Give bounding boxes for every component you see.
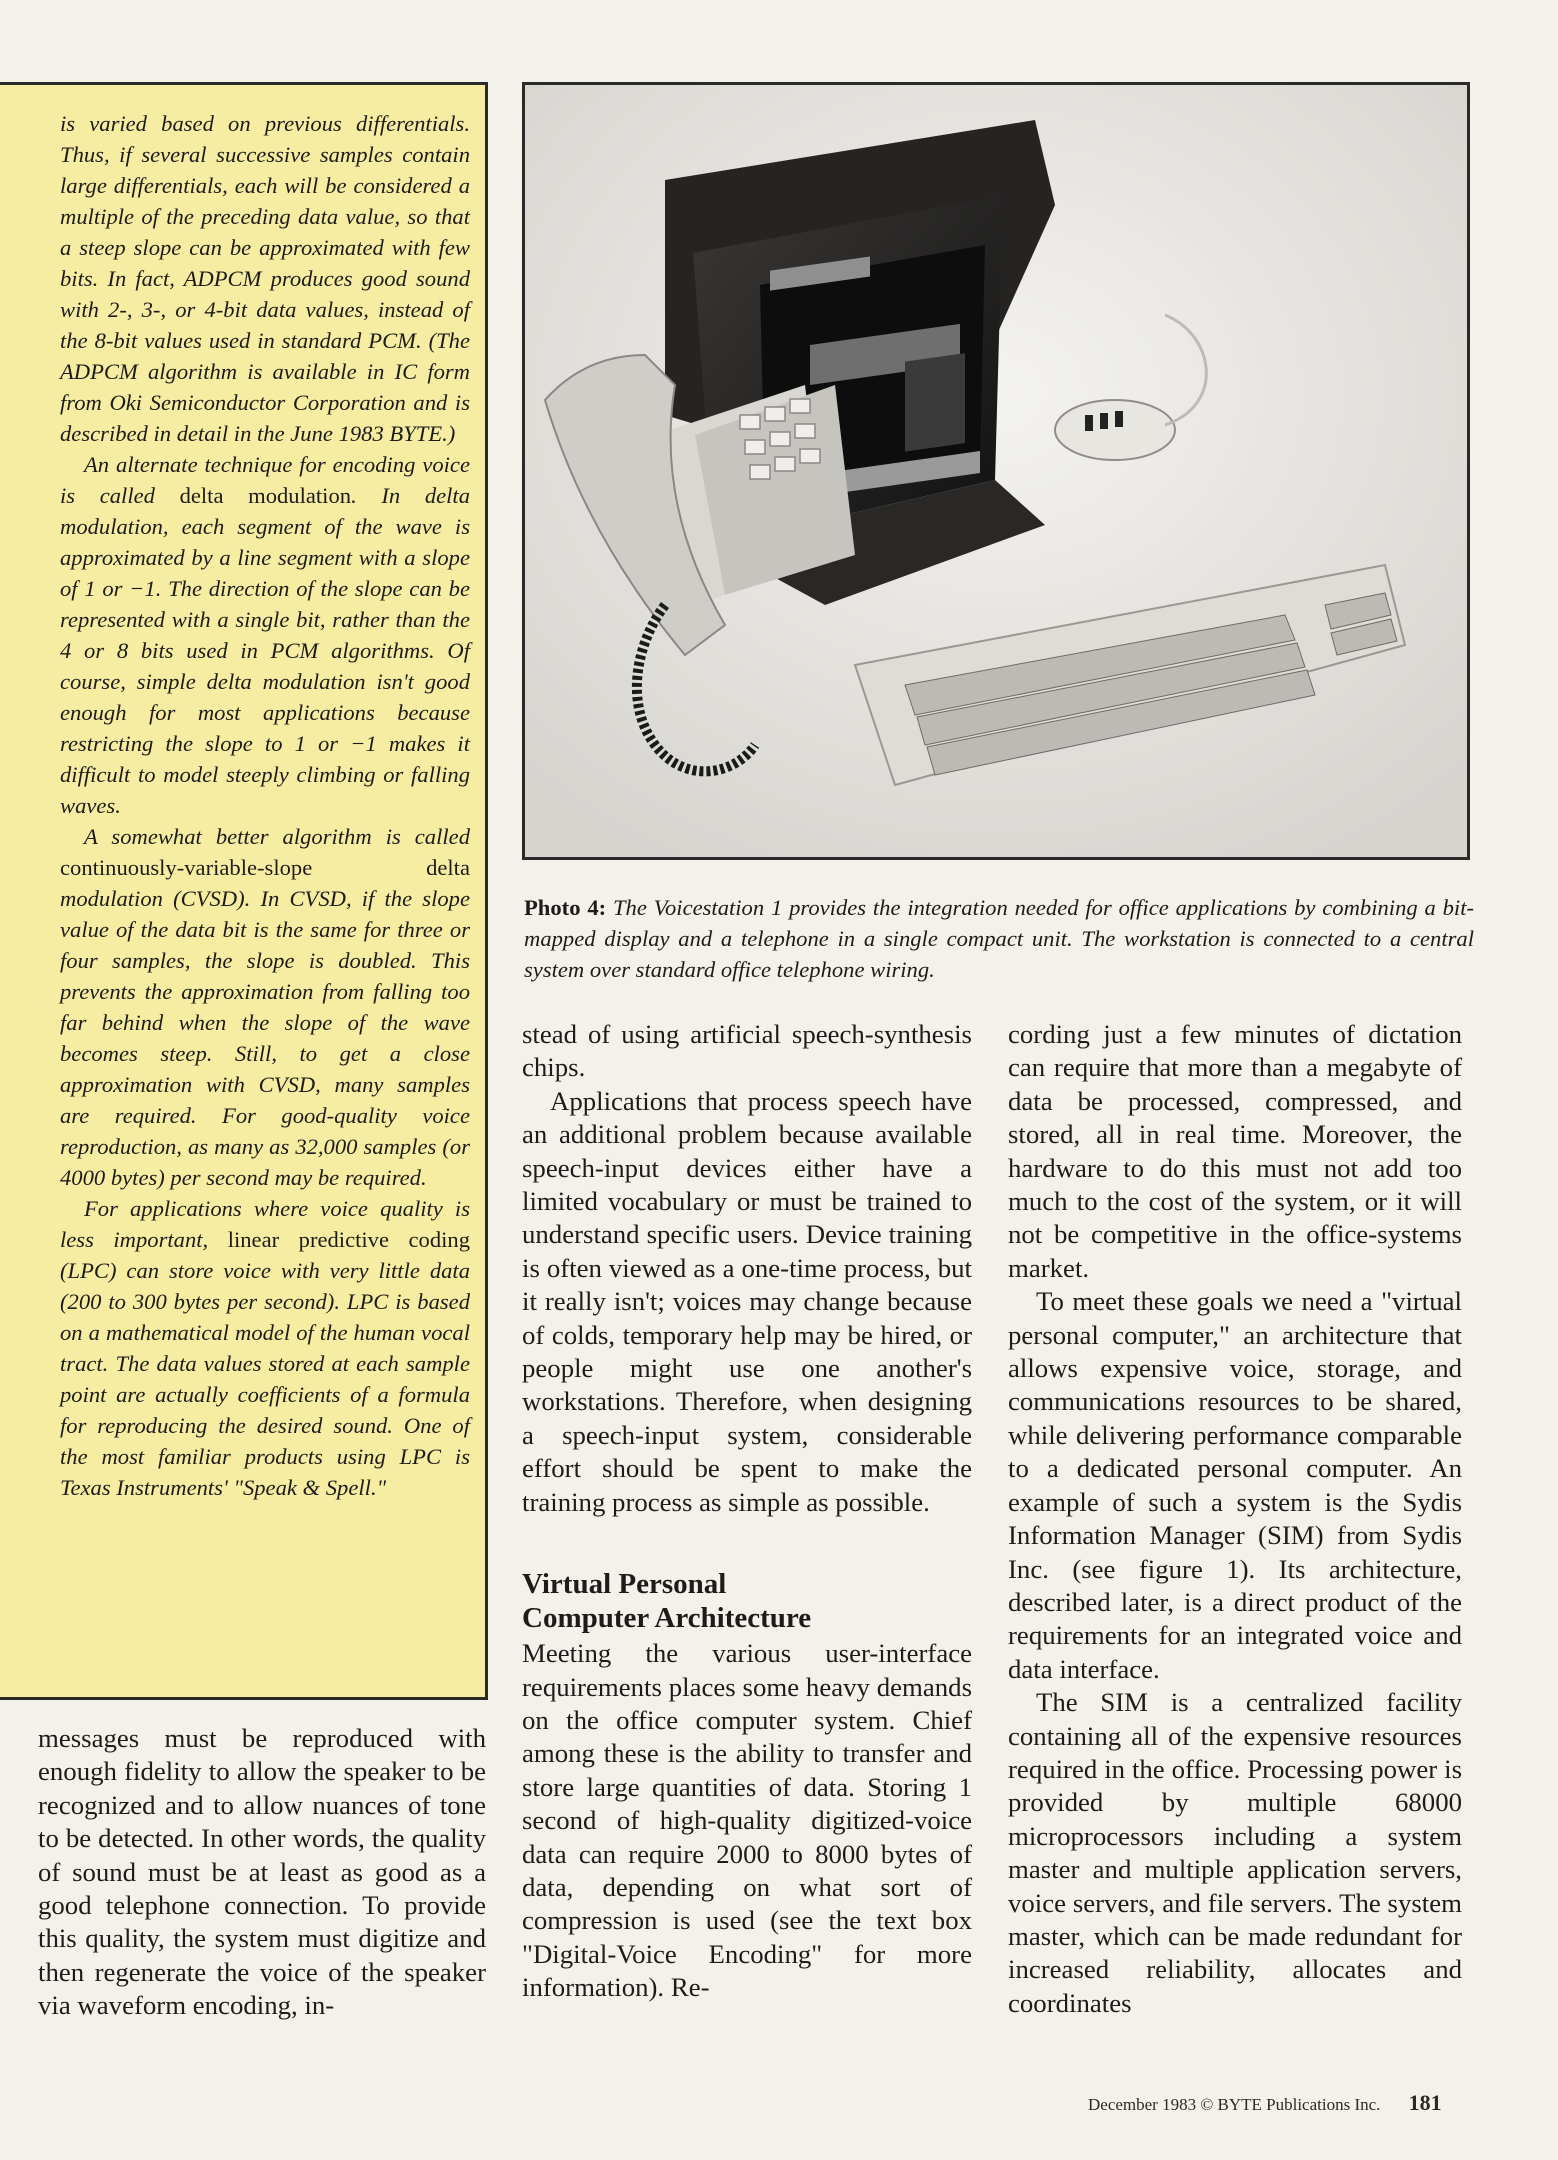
footer-credit: December 1983 © BYTE Publications Inc. [1088, 2095, 1381, 2114]
col2-paragraph-1: stead of using artificial speech-synthesis chips. [522, 1019, 972, 1083]
col3-paragraph-3: The SIM is a centralized facility containing all of the expensive resources required in the office. Processing power is provided by multiple 68000 microprocessors including a system master and multiple application servers, voice servers, and file servers. The system master, which can be made redundant for increased reliability, allocates and coordinates [1008, 1687, 1462, 2018]
col3-paragraph-1: cording just a few minutes of dictation can require that more than a megabyte of data be processed, compressed, and stored, all in real time. Moreover, the hardware to do this must not add too much to the cost of the system, or it will not be competitive in the office-systems market. [1008, 1019, 1462, 1283]
sidebar-run: modulation (CVSD). In CVSD, if the slope value of the data bit is the same for three or four samples, the slope is doubled. This prevents the approximation from falling too far behind when the slope of the wave becomes steep. Still, to get a close approximation with CVSD, many samples are required. For good-quality voice reproduction, as many as 32,000 samples (or 4000 bytes) per second may be required. [60, 886, 470, 1190]
sidebar-run: . In delta modulation, each segment of the wave is approximated by a line segment with a slope of 1 or −1. The direction of the slope can be represented with a single bit, rather than the 4 or 8 bits used in PCM algorithms. Of course, simple delta modulation isn't good enough for most applications because restricting the slope to 1 or −1 makes it difficult to model steeply climbing or falling waves. [60, 483, 470, 818]
photo-label: Photo 4: [524, 895, 607, 920]
section-heading-line1: Virtual Personal [522, 1568, 727, 1601]
sidebar-text [60, 108, 470, 1503]
sidebar-run: (LPC) can store voice with very little data (200 to 300 bytes per second). LPC is based on a mathematical model of the human vocal tract. The data values stored at each sample point are actually coefficients of a formula for reproducing the desired sound. One of the most familiar products using LPC is Texas Instruments' "Speak & Spell." [60, 1258, 470, 1500]
sidebar-run: is varied based on previous differentials. Thus, if several successive samples contain large differentials, each will be considered a multiple of the preceding data value, so that a steep slope can be approximated with few bits. In fact, ADPCM produces good sound with 2-, 3-, or 4-bit data values, instead of the 8-bit values used in standard PCM. (The ADPCM algorithm is available in IC form from Oki Semiconductor Corporation and is described in detail in the June 1983 BYTE.) [60, 111, 470, 446]
sidebar-paragraph [60, 449, 470, 821]
section-heading [522, 1567, 972, 1635]
sidebar-term: linear predictive coding [227, 1227, 470, 1252]
col3-paragraph-2: To meet these goals we need a "virtual personal computer," an architecture that allows expensive voice, storage, and communications resources to be shared, while delivering performance comparable to a dedicated personal computer. An example of such a system is the Sydis Information Manager (SIM) from Sydis Inc. (see figure 1). Its architecture, described later, is a direct product of the requirements for an integrated voice and data interface. [1008, 1286, 1462, 1684]
sidebar-run: An alternate technique for encoding voice is called [60, 452, 470, 508]
sidebar-run: A somewhat better algorithm is called [84, 824, 470, 849]
sidebar-term: continuously-variable-slope delta [60, 855, 470, 880]
photo-caption [524, 892, 1474, 985]
column-2 [522, 1018, 972, 2005]
sidebar-paragraph [60, 821, 470, 1193]
section-heading-line2: Computer Architecture [522, 1602, 812, 1635]
col2-paragraph-2: Applications that process speech have an additional problem because available speech-input devices either have a limited vocabulary or must be trained to understand specific users. Device training is often viewed as a one-time process, but it really isn't; voices may change because of colds, temporary help may be hired, or people might use one another's workstations. Therefore, when designing a speech-input system, considerable effort should be spent to make the training process as simple as possible. [522, 1085, 972, 1517]
voicestation-illustration [525, 85, 1467, 857]
sidebar-run: For applications where voice quality is less important, [60, 1196, 470, 1252]
column-1 [38, 1722, 486, 2023]
page-footer [1088, 2090, 1442, 2116]
sidebar-paragraph [60, 108, 470, 449]
photo-caption-text: The Voicestation 1 provides the integration needed for office applications by combining a bit-mapped display and a telephone in a single compact unit. The workstation is connected to a central system over standard office telephone wiring. [524, 895, 1474, 982]
col2-paragraph-3: Meeting the various user-interface requirements places some heavy demands on the office computer system. Chief among these is the ability to transfer and store large quantities of data. Storing 1 second of high-quality digitized-voice data can require 2000 to 8000 bytes of data, depending on what sort of compression is used (see the text box "Digital-Voice Encoding" for more information). Re- [522, 1638, 972, 2003]
sidebar-term: delta modulation [179, 483, 352, 508]
column-3 [1008, 1018, 1462, 2020]
sidebar-paragraph [60, 1193, 470, 1503]
col1-paragraph: messages must be reproduced with enough fidelity to allow the speaker to be recognized and to allow nuances of tone to be detected. In other words, the quality of sound must be at least as good as a good telephone connection. To provide this quality, the system must digitize and then regenerate the voice of the speaker via waveform encoding, in- [38, 1723, 486, 2021]
photo-voicestation [522, 82, 1470, 860]
page-number: 181 [1408, 2090, 1442, 2115]
